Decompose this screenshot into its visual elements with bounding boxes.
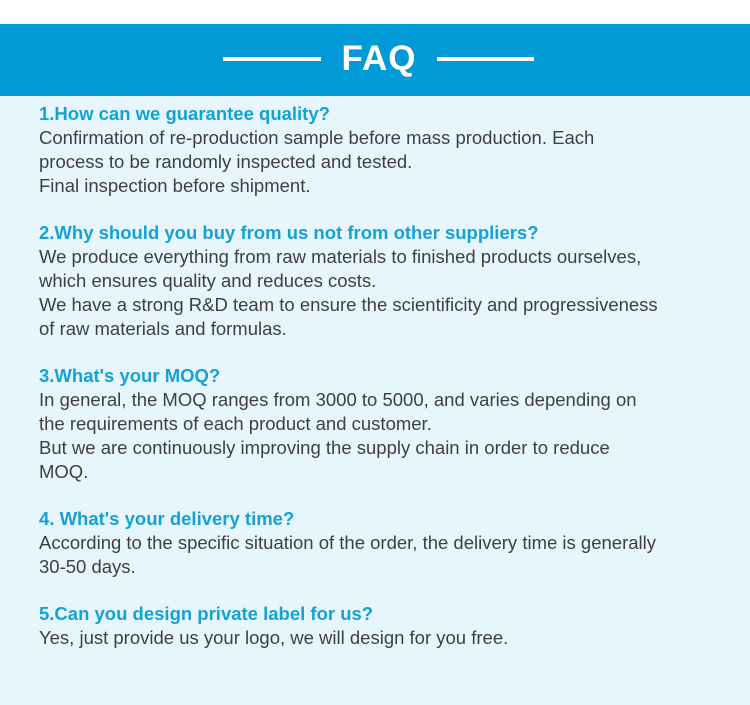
faq-answer-line: the requirements of each product and customer.: [39, 413, 432, 434]
header-divider-left: [223, 57, 321, 61]
faq-item: [39, 602, 729, 650]
faq-answer-line: 30-50 days.: [39, 556, 136, 577]
faq-answer-line: which ensures quality and reduces costs.: [39, 270, 377, 291]
faq-question: 4. What's your delivery time?: [39, 508, 295, 529]
faq-answer-line: But we are continuously improving the supply chain in order to reduce: [39, 437, 610, 458]
faq-question: 1.How can we guarantee quality?: [39, 103, 330, 124]
faq-item: [39, 507, 729, 579]
header-divider-right: [437, 57, 534, 61]
faq-header: [0, 24, 750, 96]
faq-answer-line: of raw materials and formulas.: [39, 318, 287, 339]
faq-question: 2.Why should you buy from us not from other suppliers?: [39, 222, 539, 243]
faq-answer-line: We have a strong R&D team to ensure the scientificity and progressiveness: [39, 294, 658, 315]
faq-question: 5.Can you design private label for us?: [39, 603, 374, 624]
page-title: FAQ: [341, 39, 417, 78]
faq-answer-line: MOQ.: [39, 461, 89, 482]
faq-question: 3.What's your MOQ?: [39, 365, 221, 386]
faq-answer-line: Final inspection before shipment.: [39, 175, 311, 196]
faq-item: [39, 102, 729, 198]
faq-answer-line: Confirmation of re-production sample before mass production. Each: [39, 127, 595, 148]
faq-answer-line: In general, the MOQ ranges from 3000 to 5000, and varies depending on: [39, 389, 637, 410]
faq-item: [39, 364, 729, 484]
faq-answer-line: According to the specific situation of the order, the delivery time is generally: [39, 532, 656, 553]
faq-answer-line: Yes, just provide us your logo, we will design for you free.: [39, 627, 509, 648]
faq-answer-line: process to be randomly inspected and tested.: [39, 151, 413, 172]
faq-answer-line: We produce everything from raw materials to finished products ourselves,: [39, 246, 642, 267]
faq-item: [39, 221, 729, 341]
faq-list: [39, 102, 729, 673]
